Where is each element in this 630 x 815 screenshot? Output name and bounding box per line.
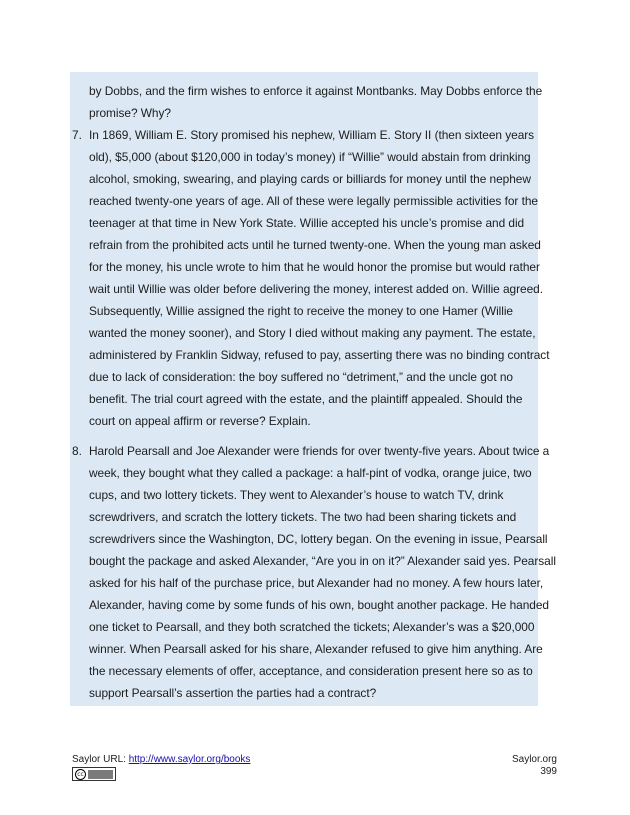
text-line: wanted the money sooner), and Story I died without making any payment. The estate, [89, 326, 536, 340]
page-number: 399 [540, 766, 557, 777]
saylor-books-link[interactable]: http://www.saylor.org/books [128, 754, 251, 765]
text-line: the necessary elements of offer, acceptance, and consideration present here so as to [89, 664, 533, 678]
text-line: wait until Willie was older before delivering the money, interest added on. Willie agreed. [89, 282, 543, 296]
cc-icon: cc [75, 769, 86, 780]
text-line: winner. When Pearsall asked for his share, Alexander refused to give him anything. Are [89, 642, 543, 656]
text-line: alcohol, smoking, swearing, and playing cards or billiards for money until the nephew [89, 172, 531, 186]
text-line: Subsequently, Willie assigned the right to receive the money to one Hamer (Willie [89, 304, 513, 318]
text-line: support Pearsall’s assertion the parties had a contract? [89, 686, 377, 700]
text-line: old), $5,000 (about $120,000 in today’s money) if “Willie” would abstain from drinking [89, 150, 531, 164]
text-line: Harold Pearsall and Joe Alexander were friends for over twenty-five years. About twice a [89, 444, 550, 458]
text-line: one ticket to Pearsall, and they both scratched the tickets; Alexander’s was a $20,000 [89, 620, 535, 634]
text-line: In 1869, William E. Story promised his nephew, William E. Story II (then sixteen years [89, 128, 535, 142]
text-line: by Dobbs, and the firm wishes to enforce it against Montbanks. May Dobbs enforce the [89, 84, 543, 98]
text-line: reached twenty-one years of age. All of these were legally permissible activities for the [89, 194, 538, 208]
cc-license-badge[interactable] [72, 767, 116, 781]
license-bar-icon [88, 770, 113, 779]
text-line: administered by Franklin Sidway, refused to pay, asserting there was no binding contract [89, 348, 550, 362]
text-line: for the money, his uncle wrote to him that he would honor the promise but would rather [89, 260, 540, 274]
item-number: 7. [72, 128, 82, 142]
footer-url-label: Saylor URL: [72, 754, 129, 765]
text-line: screwdrivers since the Washington, DC, lottery began. On the evening in issue, Pearsall [89, 532, 548, 546]
text-line: cups, and two lottery tickets. They went to Alexander’s house to watch TV, drink [89, 488, 504, 502]
text-line: week, they bought what they called a package: a half-pint of vodka, orange juice, two [89, 466, 532, 480]
text-line: teenager at that time in New York State. Willie accepted his uncle’s promise and did [89, 216, 525, 230]
text-line: Alexander, having come by some funds of his own, bought another package. He handed [89, 598, 549, 612]
footer-url [72, 754, 250, 766]
text-line: benefit. The trial court agreed with the estate, and the plaintiff appealed. Should the [89, 392, 523, 406]
text-line: screwdrivers, and scratch the lottery tickets. The two had been sharing tickets and [89, 510, 517, 524]
text-line: bought the package and asked Alexander, “Are you in on it?” Alexander said yes. Pearsall [89, 554, 556, 568]
text-line: refrain from the prohibited acts until he turned twenty-one. When the young man asked [89, 238, 541, 252]
text-line: court on appeal affirm or reverse? Explain. [89, 414, 311, 428]
item-number: 8. [72, 444, 82, 458]
text-line: asked for his half of the purchase price, but Alexander had no money. A few hours later, [89, 576, 544, 590]
text-line: promise? Why? [89, 106, 171, 120]
text-line: due to lack of consideration: the boy suffered no “detriment,” and the uncle got no [89, 370, 513, 384]
footer-site: Saylor.org [511, 754, 557, 765]
